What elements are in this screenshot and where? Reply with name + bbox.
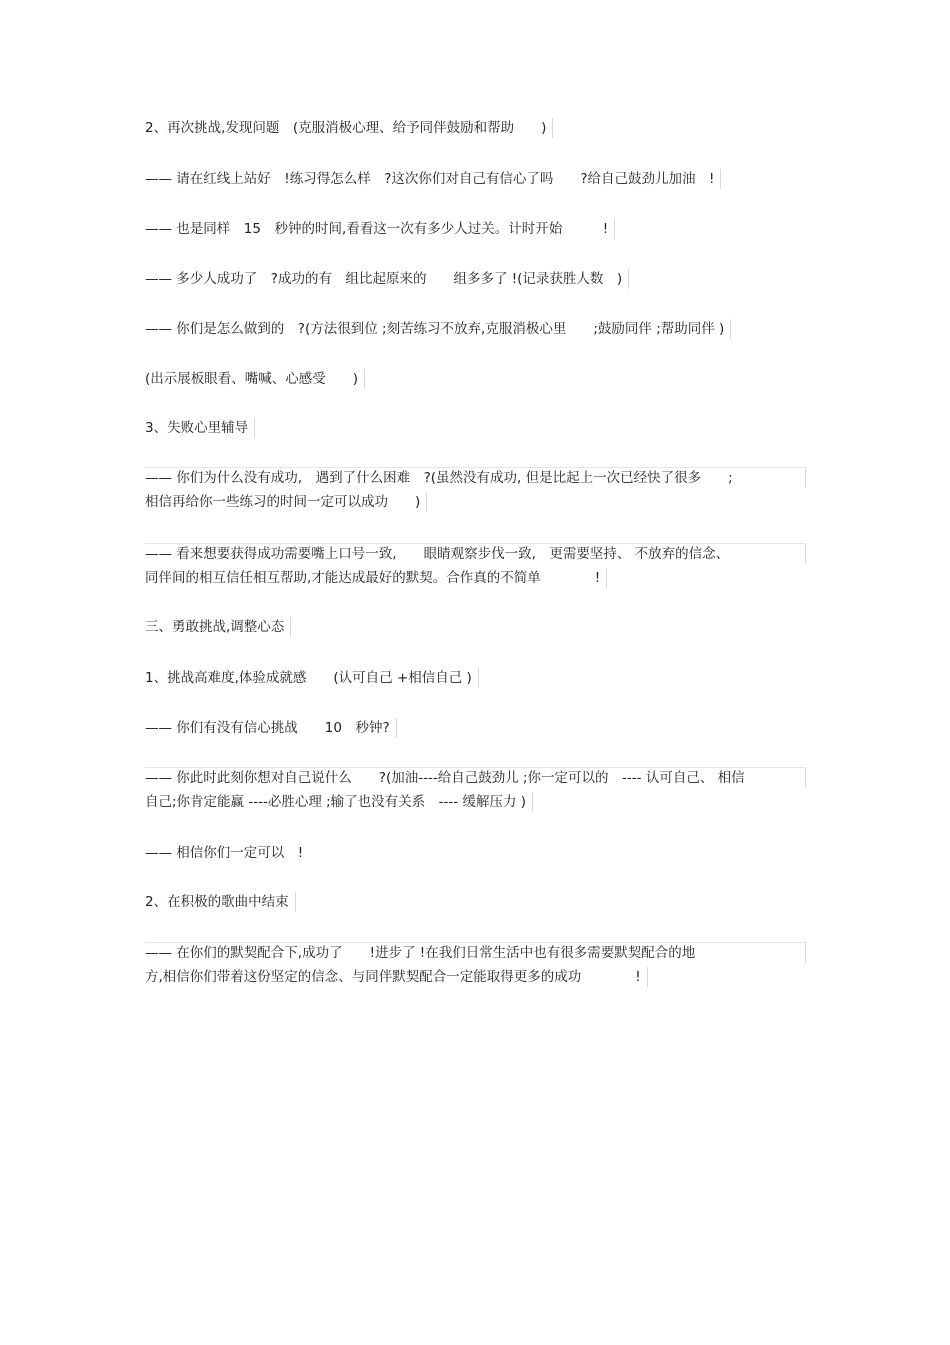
paragraph-continuation: 相信再给你一些练习的时间一定可以成功 ) xyxy=(145,492,427,512)
paragraph: —— 多少人成功了 ?成功的有 组比起原来的 组多多了 !(记录获胜人数 ) xyxy=(145,269,629,289)
section-heading-failure-counseling: 3、失败心里辅导 xyxy=(145,418,255,438)
paragraph-continuation: 自己;你肯定能赢 ----必胜心理 ;输了也没有关系 ---- 缓解压力 ) xyxy=(145,792,533,812)
paragraph: (出示展板眼看、嘴喊、心感受 ) xyxy=(145,369,365,389)
paragraph: —— 你们有没有信心挑战 10 秒钟? xyxy=(145,718,397,738)
section-heading-high-difficulty: 1、挑战高难度,体验成就感 (认可自己 +相信自己 ) xyxy=(145,668,479,688)
paragraph: —— 你们是怎么做到的 ?(方法很到位 ;刻苦练习不放弃,克服消极心里 ;鼓励同伴 ;帮助同伴 ) xyxy=(145,319,731,339)
section-heading-brave-challenge: 三、勇敢挑战,调整心态 xyxy=(145,617,291,637)
paragraph: —— 你此时此刻你想对自己说什么 ?(加油----给自己鼓劲儿 ;你一定可以的 ---- 认可自己、 相信 xyxy=(145,767,806,788)
section-heading-song-ending: 2、在积极的歌曲中结束 xyxy=(145,892,296,912)
paragraph-continuation: 同伴间的相互信任相互帮助,才能达成最好的默契。合作真的不简单 ! xyxy=(145,568,607,588)
paragraph: —— 在你们的默契配合下,成功了 !进步了 !在我们日常生活中也有很多需要默契配合的地 xyxy=(145,942,806,963)
section-heading-rechallenge: 2、再次挑战,发现问题 (克服消极心理、给予同伴鼓励和帮助 ) xyxy=(145,118,553,138)
paragraph: —— 你们为什么没有成功, 遇到了什么困难 ?(虽然没有成功, 但是比起上一次已经快了很多 ; xyxy=(145,467,806,488)
paragraph: —— 也是同样 15 秒钟的时间,看看这一次有多少人过关。计时开始 ! xyxy=(145,219,615,239)
paragraph: —— 看来想要获得成功需要嘴上口号一致, 眼睛观察步伐一致, 更需要坚持、 不放弃的信念、 xyxy=(145,543,806,564)
paragraph: —— 相信你们一定可以 ! xyxy=(145,845,304,861)
paragraph: —— 请在红线上站好 !练习得怎么样 ?这次你们对自己有信心了吗 ?给自己鼓劲儿加油 ! xyxy=(145,169,721,189)
paragraph-continuation: 方,相信你们带着这份坚定的信念、与同伴默契配合一定能取得更多的成功 ! xyxy=(145,967,648,987)
